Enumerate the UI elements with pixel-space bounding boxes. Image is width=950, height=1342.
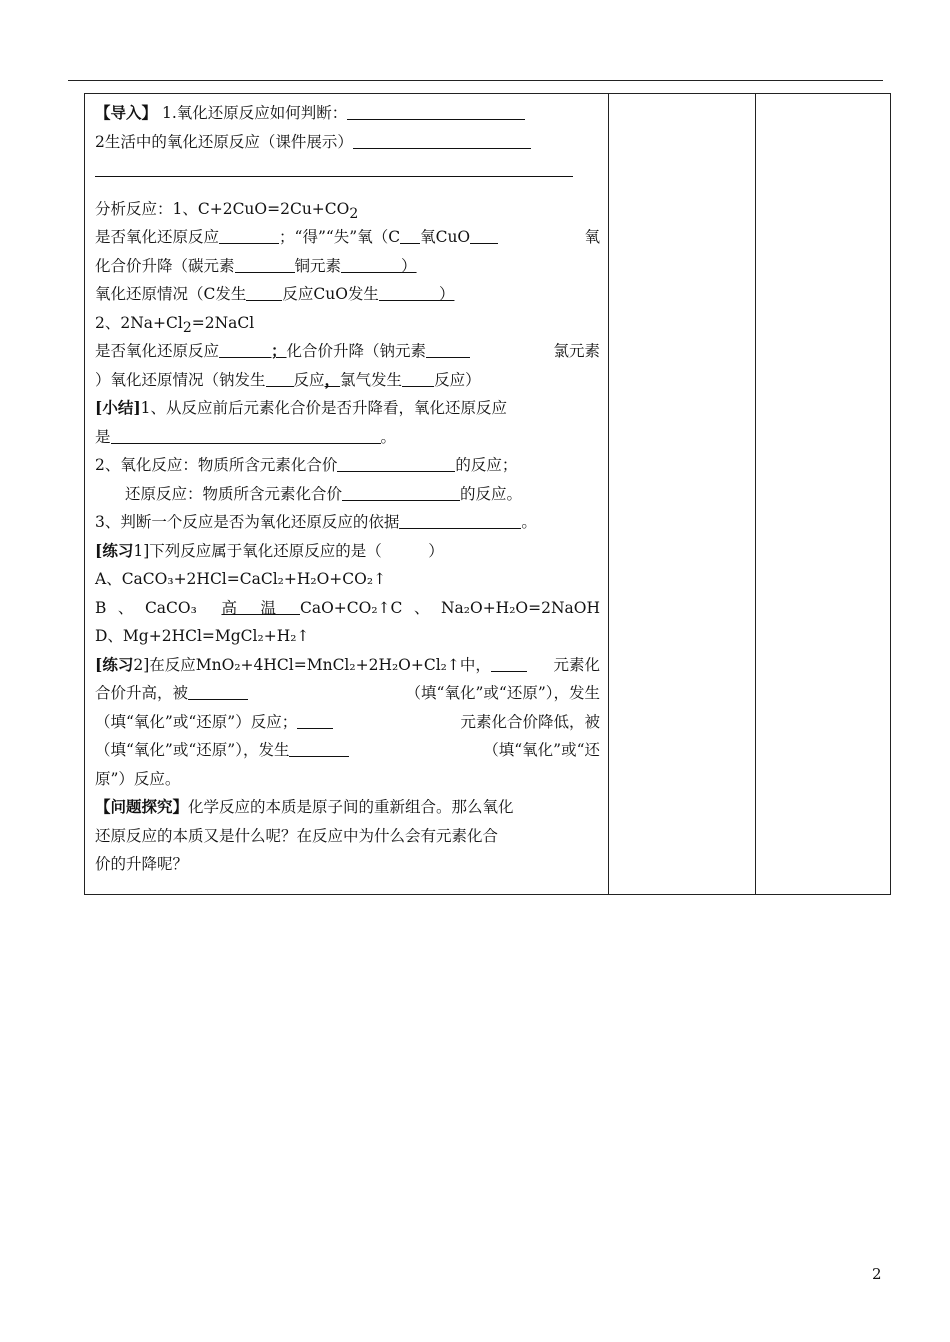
text: 元素化合价降低，被 xyxy=(460,712,600,731)
text: 氧化还原情况（C发生 xyxy=(95,285,247,303)
text: 氧 xyxy=(584,228,600,246)
text: 2、2Na+Cl xyxy=(95,313,183,332)
text: 下列反应属于氧化还原反应的是（ ） xyxy=(149,541,444,560)
subscript: 2 xyxy=(349,205,359,222)
text: B xyxy=(95,598,107,617)
answer-blank[interactable] xyxy=(289,738,349,757)
answer-blank[interactable] xyxy=(266,368,294,387)
text: D、Mg+2HCl=MgCl₂+H₂↑ xyxy=(95,627,310,645)
summary-line-5 xyxy=(95,508,600,537)
text: ）氧化还原情况（钠发生 xyxy=(95,370,266,389)
arrow-line xyxy=(280,596,300,615)
practice2-tag: [练习 xyxy=(95,654,134,674)
analysis-equation-1: 分析反应：1、C+2CuO=2Cu+CO xyxy=(95,199,350,218)
intro-line-2 xyxy=(95,128,600,157)
intro-line-1 xyxy=(95,99,600,128)
intro-line-3 xyxy=(95,156,600,185)
text: 氧CuO xyxy=(420,228,471,246)
answer-blank[interactable] xyxy=(426,339,470,358)
text: （填“氧化”或“还原”）反应； xyxy=(95,712,298,731)
header-rule xyxy=(68,80,883,81)
text: 3、判断一个反应是否为氧化还原反应的依据 xyxy=(95,513,400,531)
answer-blank[interactable] xyxy=(470,225,498,244)
text: 合价升高，被 xyxy=(95,684,189,702)
text: ；“得”“失”氧（C xyxy=(279,228,401,246)
intro-question-2: 2生活中的氧化还原反应（课件展示） xyxy=(95,132,353,151)
answer-blank[interactable] xyxy=(402,368,434,387)
analysis-r1-line-2 xyxy=(95,252,600,281)
practice1-option-d xyxy=(95,622,600,651)
text: ， xyxy=(324,369,341,389)
practice2-line-3 xyxy=(95,708,600,737)
practice1-number: 1] xyxy=(133,541,150,560)
page-number: 2 xyxy=(872,1265,882,1283)
text: 反应 xyxy=(293,370,325,389)
text: A、CaCO₃+2HCl=CaCl₂+H₂O+CO₂↑ xyxy=(95,570,387,588)
reaction-condition: 高 温 xyxy=(221,598,280,617)
practice2-number: 2] xyxy=(133,655,150,674)
answer-blank[interactable] xyxy=(347,101,525,120)
answer-blank[interactable] xyxy=(353,130,531,149)
answer-blank[interactable] xyxy=(219,339,271,358)
intro-question-1: 1.氧化还原反应如何判断： xyxy=(161,104,348,122)
text: 氯元素 xyxy=(553,342,600,360)
answer-blank[interactable] xyxy=(246,282,282,301)
summary-line-4 xyxy=(95,480,600,509)
answer-blank[interactable] xyxy=(219,225,279,244)
text: 是否氧化还原反应 xyxy=(95,228,220,246)
text: ） xyxy=(438,285,455,303)
analysis-r1-line-1 xyxy=(95,223,600,252)
text: 化合价升降（钠元素 xyxy=(286,342,427,360)
text: 的反应。 xyxy=(460,484,523,503)
inquiry-line-3 xyxy=(95,850,600,879)
analysis-r2-line-2 xyxy=(95,366,600,395)
practice1-tag: [练习 xyxy=(95,540,134,560)
practice2-line-4 xyxy=(95,736,600,765)
summary-line-3 xyxy=(95,451,600,480)
answer-blank[interactable] xyxy=(341,254,401,273)
column-divider-1 xyxy=(608,94,609,894)
text: 在反应MnO₂+4HCl=MnCl₂+2H₂O+Cl₂↑中， xyxy=(149,655,491,674)
text: Na₂O+H₂O=2NaOH xyxy=(440,598,600,617)
text: 是 xyxy=(95,427,111,446)
practice1-option-bc xyxy=(95,594,600,623)
inquiry-tag: 【问题探究】 xyxy=(95,797,189,816)
answer-blank[interactable] xyxy=(491,653,527,672)
text: 还原反应：物质所含元素化合价 xyxy=(125,484,343,503)
text: 2、氧化反应：物质所含元素化合价 xyxy=(95,456,338,474)
column-divider-2 xyxy=(755,94,756,894)
text: CaO+CO₂↑C xyxy=(299,598,403,617)
answer-blank[interactable] xyxy=(235,254,295,273)
text: 、 xyxy=(117,598,134,617)
answer-blank[interactable] xyxy=(400,225,420,244)
text: 化学反应的本质是原子间的重新组合。那么氧化 xyxy=(188,798,514,816)
text: 氯气发生 xyxy=(340,370,403,389)
answer-blank[interactable] xyxy=(379,282,439,301)
text: （填“氧化”或“还 xyxy=(483,741,600,759)
text: 反应） xyxy=(434,370,481,389)
text: ） xyxy=(401,256,417,275)
practice1-stem xyxy=(95,537,600,566)
analysis-equation-2 xyxy=(95,309,600,338)
text: 原”）反应。 xyxy=(95,769,181,788)
answer-blank[interactable] xyxy=(399,510,521,529)
text: 还原反应的本质又是什么呢？在反应中为什么会有元素化合 xyxy=(95,826,499,845)
text: =2NaCl xyxy=(191,313,255,332)
practice2-line-1 xyxy=(95,651,600,680)
subscript: 2 xyxy=(182,319,192,336)
summary-tag: [小结] xyxy=(95,398,141,417)
analysis-r2-line-1 xyxy=(95,337,600,366)
text: 1、从反应前后元素化合价是否升降看，氧化还原反应 xyxy=(140,399,508,417)
answer-blank[interactable] xyxy=(337,453,455,472)
text: 反应CuO发生 xyxy=(282,285,379,303)
text: ； xyxy=(271,341,287,360)
practice2-line-5 xyxy=(95,765,600,794)
answer-blank[interactable] xyxy=(95,158,573,177)
text: CaCO₃ xyxy=(144,598,197,617)
answer-blank[interactable] xyxy=(111,425,381,444)
text: （填“氧化”或“还原”），发生 xyxy=(405,684,600,702)
practice2-line-2 xyxy=(95,679,600,708)
analysis-r1-line-3 xyxy=(95,280,600,309)
text: 的反应； xyxy=(455,456,518,474)
text: 铜元素 xyxy=(294,256,342,275)
practice1-option-a xyxy=(95,565,600,594)
summary-line-2 xyxy=(95,423,600,452)
analysis-heading xyxy=(95,195,600,224)
text: 元素化 xyxy=(553,655,600,674)
answer-blank[interactable] xyxy=(188,681,248,700)
inquiry-line-2 xyxy=(95,822,600,851)
text: 是否氧化还原反应 xyxy=(95,342,220,360)
summary-line-1 xyxy=(95,394,600,423)
answer-blank[interactable] xyxy=(297,710,333,729)
inquiry-line-1 xyxy=(95,793,600,822)
text: （填“氧化”或“还原”），发生 xyxy=(95,741,290,759)
text: 、 xyxy=(413,598,430,617)
text: 。 xyxy=(521,513,537,531)
text: 。 xyxy=(380,427,397,446)
worksheet-table xyxy=(84,93,891,895)
intro-tag: 【导入】 xyxy=(95,103,158,122)
text: 化合价升降（碳元素 xyxy=(95,256,235,275)
main-cell xyxy=(95,99,600,879)
answer-blank[interactable] xyxy=(342,482,460,501)
text: 价的升降呢？ xyxy=(95,855,189,873)
